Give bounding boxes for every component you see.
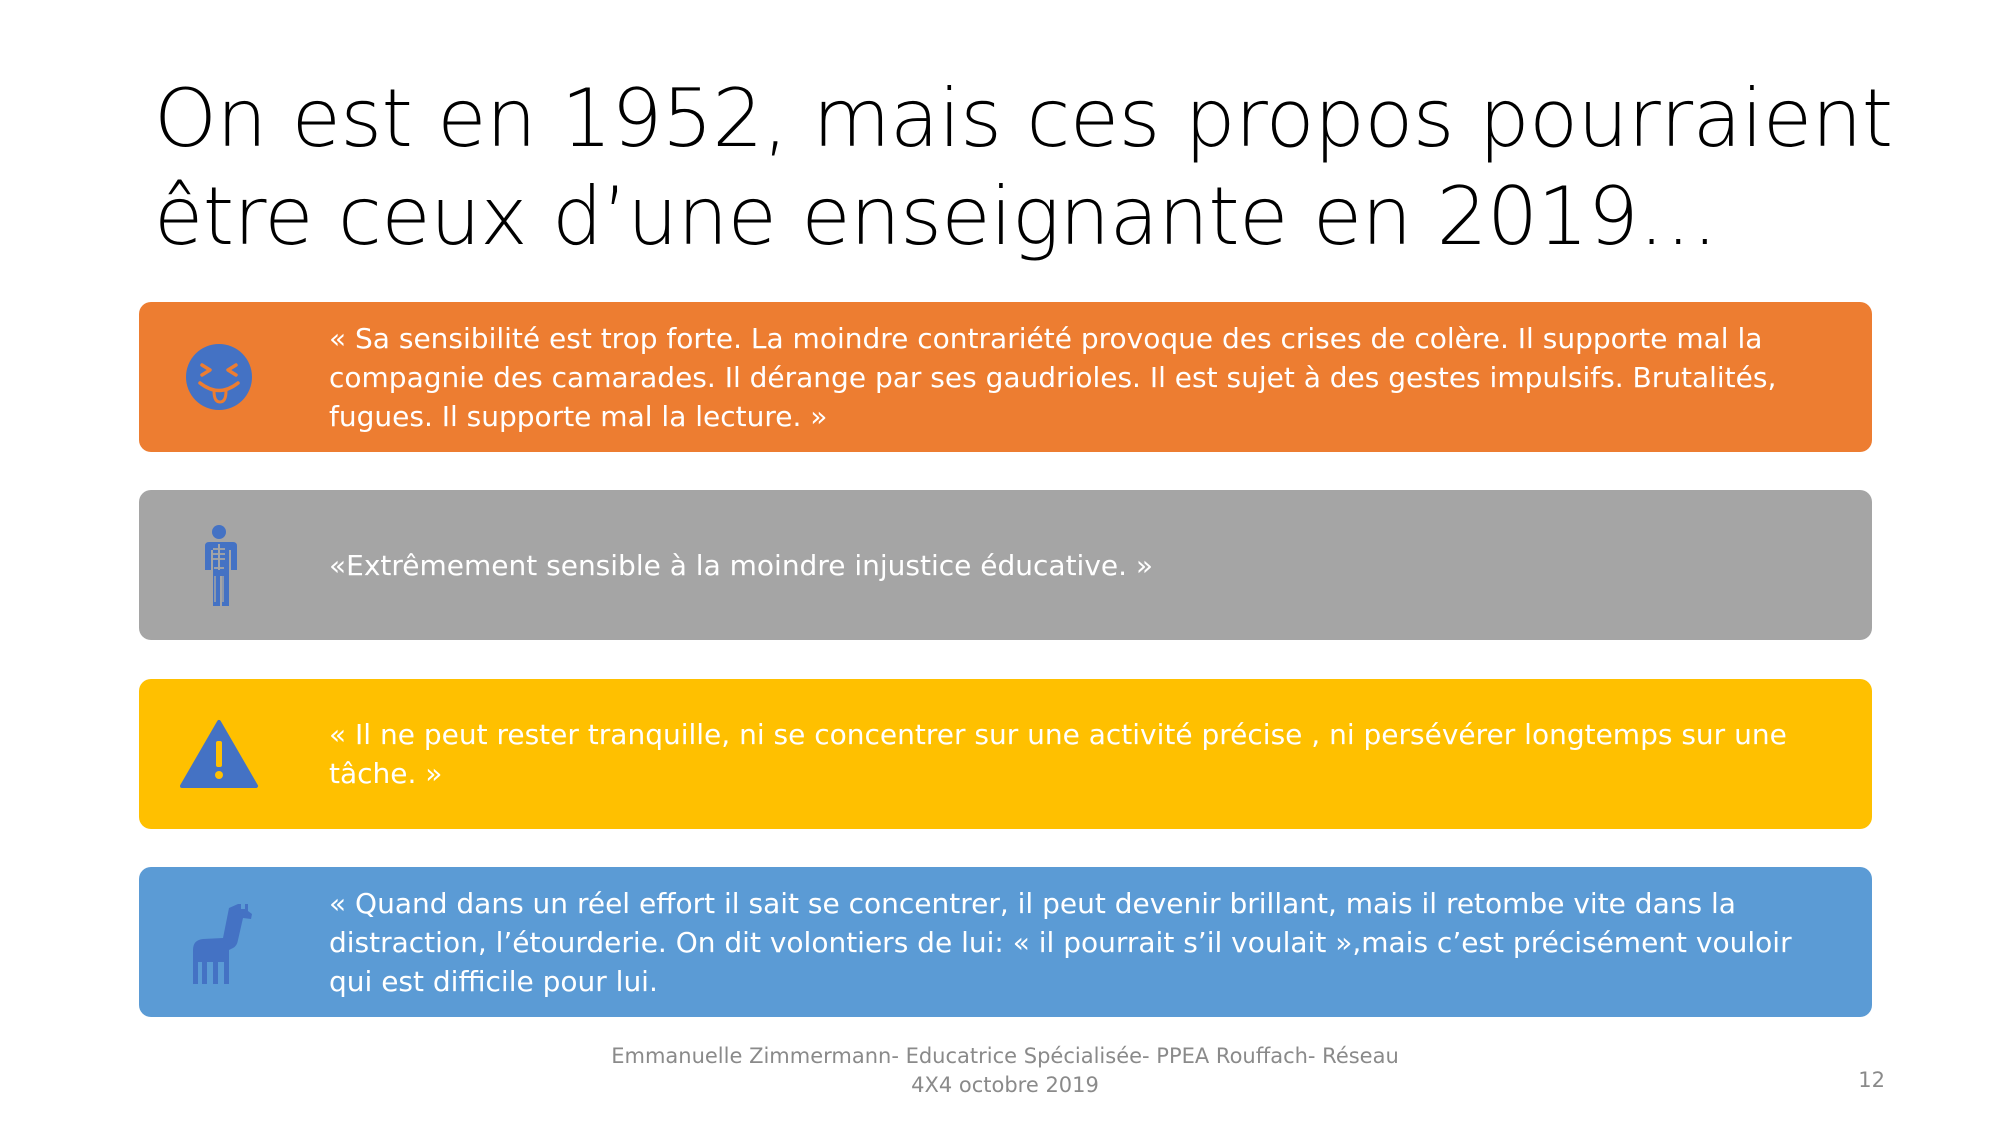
footer xyxy=(560,1042,1450,1100)
quote-text-1: « Sa sensibilité est trop forte. La moindre contrariété provoque des crises de colère. Il supporte mal la compagnie des camarades. Il dérange par ses gaudrioles. Il est sujet à des gestes impulsifs. Brutalités, fugues. Il supporte mal la lecture. » xyxy=(329,321,1777,433)
quote-card-3 xyxy=(139,679,1872,829)
slide-title-line-1: On est en 1952, mais ces propos pourraient xyxy=(154,72,1893,165)
page-number: 12 xyxy=(1858,1068,1885,1092)
quote-text-4: « Quand dans un réel effort il sait se concentrer, il peut devenir brillant, mais il retombe vite dans la distraction, l’étourderie. On dit volontiers de lui: « il pourrait s’il voulait »,mais c’est précisément vouloir qui est difficile pour lui. xyxy=(329,886,1792,998)
quote-card-2 xyxy=(139,490,1872,640)
quote-card-4 xyxy=(139,867,1872,1017)
quote-card-1 xyxy=(139,302,1872,452)
quote-text-2: «Extrêmement sensible à la moindre injustice éducative. » xyxy=(329,548,1154,582)
footer-line-2: 4X4 octobre 2019 xyxy=(911,1073,1099,1097)
slide-title xyxy=(154,70,1914,266)
giraffe-icon xyxy=(179,902,259,982)
grinning-tongue-face-icon xyxy=(179,337,259,417)
skeleton-body-icon xyxy=(179,525,259,605)
slide-title-line-2: être ceux d’une enseignante en 2019… xyxy=(154,170,1718,263)
quote-text-3: « Il ne peut rester tranquille, ni se concentrer sur une activité précise , ni persévérer longtemps sur une tâche. » xyxy=(329,718,1787,790)
warning-triangle-icon xyxy=(179,714,259,794)
footer-line-1: Emmanuelle Zimmermann- Educatrice Spécialisée- PPEA Rouffach- Réseau xyxy=(611,1044,1399,1068)
